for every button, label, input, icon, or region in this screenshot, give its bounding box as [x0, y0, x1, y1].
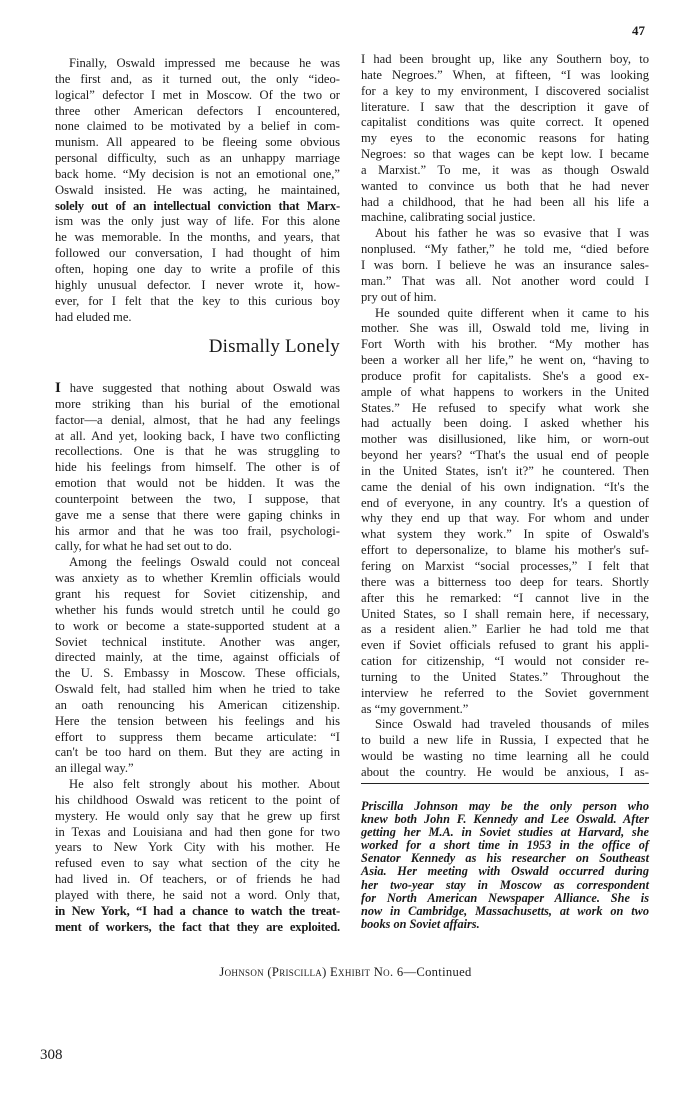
bio-line: Senator Kennedy as his researcher on Southeast	[361, 851, 649, 866]
text-line: about the country. He would be anxious, I as-	[361, 764, 649, 779]
text-line: directed mainly, at the time, against officials of	[55, 650, 340, 665]
text-line: to build a new life in Russia, I expected that he	[361, 733, 649, 748]
text-line-with-dropcap	[55, 381, 340, 397]
text-line: had a childhood, that he had been all his life a	[361, 194, 649, 209]
text-line: mother. She was ill, Oswald told me, living in	[361, 321, 649, 336]
exhibit-caption	[0, 965, 691, 980]
text-line: gave me a sense that there were gaping chinks in	[55, 507, 340, 522]
left-column-paragraph-1	[55, 56, 340, 325]
author-bio	[361, 800, 649, 931]
text-line: Oswald felt, had stalled him when he tried to take	[55, 682, 340, 697]
text-line: solely out of an intellectual conviction that Marx-	[55, 198, 340, 213]
text-line: in Texas and Louisiana and had then gone for two	[55, 824, 340, 839]
text-line: an illegal way.”	[55, 761, 134, 776]
text-line: highly unusual defector. I never wrote it, how-	[55, 277, 340, 292]
text-line: Negroes: so that wages can be kept low. I became	[361, 147, 649, 162]
text-line: as “my government.”	[361, 701, 469, 716]
bio-line: worked for a short time in 1953 in the office of	[361, 838, 649, 853]
text-line: end of everyone, in any country. It's a question of	[361, 495, 649, 510]
text-line: grant his request for Soviet citizenship, and	[55, 586, 340, 601]
text-line: as a resident alien.” Earlier he had told me that	[361, 622, 649, 637]
text-line: been a worker all her life,” he went on, “having to	[361, 353, 649, 368]
text-line: produce profit for capitalists. She's a good ex-	[361, 368, 649, 383]
text-line: had eluded me.	[55, 309, 132, 324]
text-line: his childhood Oswald was reticent to the point of	[55, 792, 340, 807]
text-line: had lived in. Of teachers, or of friends he had	[55, 872, 340, 887]
text-line: had actually been doing. I asked whether his	[361, 416, 649, 431]
text-line: why they end up that way. For whom and under	[361, 511, 649, 526]
text-line: his armor and that he was too frail, psychologi-	[55, 523, 340, 538]
text-line: Soviet technical institute. Another was anger,	[55, 634, 340, 649]
text-line: capitalist conditions was quite correct. It opened	[361, 115, 649, 130]
text-line: wanted to convince us both that he had never	[361, 178, 649, 193]
text-line: came the denial of his own indignation. “It's the	[361, 479, 649, 494]
text-line: I was born. I believe he was an insurance sales-	[361, 257, 649, 272]
text-line: can't be too hard on them. But they are acting in	[55, 745, 340, 760]
bio-line: for North American Newspaper Alliance. She is	[361, 890, 649, 905]
exhibit-number: Exhibit No. 6	[330, 965, 404, 979]
text-line: Here the tension between his feelings and his	[55, 713, 340, 728]
text-line: back home. “My decision is not an emotional one,”	[55, 166, 340, 181]
bio-line: Priscilla Johnson may be the only person who	[361, 799, 649, 813]
text-line: three other American defectors I encountered,	[55, 103, 340, 118]
text-line: turning to the United States.” Throughout the	[361, 669, 649, 684]
text-line: would be wasting no time learning all he could	[361, 749, 649, 764]
text-line: Oswald insisted. He was acting, he maintained,	[55, 182, 340, 197]
text-line: ever, for I felt that the key to this curious boy	[55, 293, 340, 308]
bio-line: getting her M.A. in Soviet studies at Harvard, she	[361, 825, 649, 840]
text-line: an oath renouncing his American citizenship.	[55, 697, 340, 712]
text-line: ism was the only just way of life. For this alone	[55, 214, 340, 229]
text-line: cally, for what he had set out to do.	[55, 539, 232, 554]
text-line: years to New York City with his mother. He	[55, 840, 340, 855]
text-line: effort to suppress them became articulate: “I	[55, 729, 340, 744]
bio-line: her two-year stay in Moscow as correspondent	[361, 877, 649, 892]
text-line: the first and, as it turned out, the only “ideo-	[55, 71, 340, 86]
section-heading: Dismally Lonely	[208, 336, 340, 357]
text-line: fering on Marxist “social processes,” I felt that	[361, 559, 649, 573]
bio-line: now in Cambridge, Massachusetts, at work on two	[361, 903, 649, 918]
text-line: I had been brought up, like any Southern boy, to	[361, 52, 649, 66]
text-line: About his father he was so evasive that I was	[375, 226, 649, 241]
text-line: personal difficulty, such as an unhappy marriage	[55, 151, 340, 166]
footnote-divider	[361, 783, 649, 784]
text-line: what system they work.” In spite of Oswald's	[361, 527, 649, 542]
text-line: hide his feelings from himself. The other is of	[55, 460, 340, 475]
text-line: man.” That was all. Not another word could I	[361, 273, 649, 288]
text-line: Among the feelings Oswald could not conceal	[69, 555, 340, 570]
text-line: the U. S. Embassy in Moscow. These officials,	[55, 666, 340, 681]
text-line: Fort Worth with his brother. “My mother has	[361, 337, 649, 352]
text-line: He also felt strongly about his mother. About	[69, 777, 340, 792]
text-line: often, hoping one day to write a profile of this	[55, 261, 340, 276]
text-line: for a key to my environment, I discovered socialist	[361, 83, 649, 98]
text-line: in New York, “I had a chance to watch the treat-	[55, 903, 340, 918]
text-line: mystery. He would only say that he grew up first	[55, 808, 340, 823]
text-line: cation for citizenship, “I would not consider re-	[361, 654, 649, 669]
text-line: recollections. One is that he was struggling to	[55, 444, 340, 459]
right-column	[361, 52, 649, 781]
text-line: my eyes to the economic reasons for hating	[361, 131, 649, 146]
text-line: States.” He refused to specify what work she	[361, 400, 649, 415]
text-line: literature. I saw that the description it gave of	[361, 99, 649, 114]
text-line: at all. And yet, looking back, I have two conflicting	[55, 428, 340, 443]
bio-line: knew both John F. Kennedy and Lee Oswald. After	[361, 812, 649, 827]
text-line: followed our conversation, I had thought of him	[55, 246, 340, 261]
text-line: factor—a denial, almost, that he had any feelings	[55, 412, 340, 427]
text-line: machine, calibrating social justice.	[361, 210, 536, 225]
exhibit-suffix: —Continued	[403, 965, 472, 979]
text-line: a Marxist.” To me, it was as though Oswald	[361, 162, 649, 177]
bio-line: books on Soviet affairs.	[361, 916, 480, 931]
text-line: after this he remarked: “I cannot live in the	[361, 590, 649, 605]
exhibit-paren: (Priscilla)	[267, 965, 327, 979]
text-line: ment of workers, the fact that they are exploited.	[55, 919, 340, 934]
text-line: played with there, he said not a word. Only that,	[55, 888, 340, 902]
text-line: effort to depersonalize, to blame his mother's suf-	[361, 543, 649, 558]
bottom-page-number: 308	[40, 1047, 63, 1063]
text-line: there was a bitterness too deep for tears. Shortly	[361, 574, 649, 589]
text-line: United States, so I shall remain here, if necessary,	[361, 606, 649, 621]
text-fragment: have suggested that nothing about Oswald was	[60, 381, 340, 395]
text-line: emotion that would not be hidden. It was the	[55, 476, 340, 491]
text-line: in the United States, isn't it?” he countered. Then	[361, 463, 649, 478]
text-line: pry out of him.	[361, 289, 437, 304]
text-line: hate Negroes.” When, at fifteen, “I was looking	[361, 67, 649, 82]
drop-cap: I	[55, 380, 61, 396]
text-line: none claimed to be motivated by a belief in com-	[55, 119, 340, 134]
text-line: was anxiety as to whether Kremlin officials would	[55, 571, 340, 586]
text-line: Since Oswald had traveled thousands of miles	[375, 717, 649, 732]
text-line: nonplused. “My father,” he told me, “died before	[361, 242, 649, 257]
text-line: counterpoint between the two, I suppose, that	[55, 491, 340, 506]
text-line: he was memorable. In the months, and years, that	[55, 230, 340, 245]
left-column-section-2	[55, 381, 340, 936]
text-line: ample of what happens to workers in the United	[361, 384, 649, 399]
text-line: Finally, Oswald impressed me because he was	[69, 56, 340, 70]
text-line: logical” defector I met in Moscow. Of the two or	[55, 87, 340, 102]
text-line: munism. All appeared to be fleeing some obvious	[55, 135, 340, 150]
text-line: He sounded quite different when it came to his	[375, 305, 649, 320]
text-line: mother was disillusioned, like him, or worn-out	[361, 432, 649, 447]
text-line: whether his funds would stretch until he could go	[55, 602, 340, 617]
top-page-number: 47	[632, 23, 645, 38]
exhibit-name: Johnson	[219, 965, 264, 979]
text-line: beyond her years? “That's the usual end of people	[361, 448, 649, 463]
text-line: interview he referred to the Soviet government	[361, 685, 649, 700]
bio-line: Asia. Her meeting with Oswald occurred during	[361, 864, 649, 879]
text-line: refused even to say what section of the city he	[55, 856, 340, 871]
text-line: even if Soviet officials refused to grant his appli-	[361, 638, 649, 653]
text-line: to work or become a state-supported student at a	[55, 618, 340, 633]
text-line: more striking than his burial of the emotional	[55, 396, 340, 411]
